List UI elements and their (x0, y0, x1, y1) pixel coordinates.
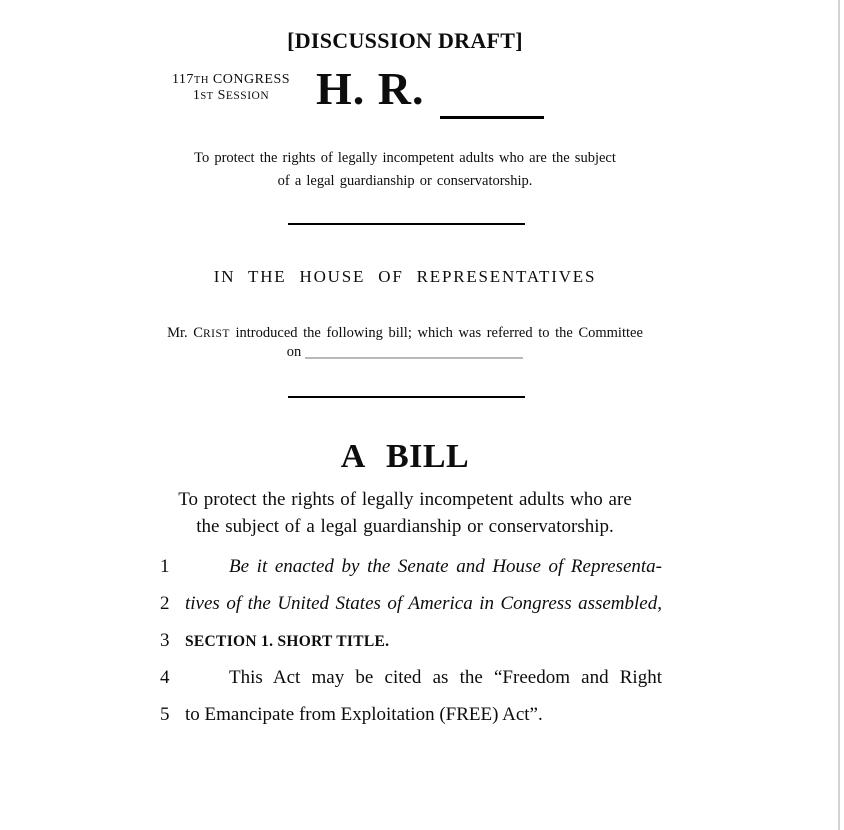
sponsor-action-line (0, 325, 810, 342)
separator-rule-top (288, 223, 525, 225)
official-title-header (0, 147, 810, 192)
sponsor-action-text: introduced the following bill; which was referred to the Committee (229, 325, 643, 341)
measure-title-line-2: the subject of a legal guardianship or conservatorship. (196, 516, 614, 537)
line-text: SECTION 1. SHORT TITLE. (185, 633, 390, 650)
bill-body-line (160, 667, 670, 704)
committee-on-label: on (286, 344, 302, 360)
measure-title-line-1: To protect the rights of legally incompetent adults who are (178, 489, 632, 510)
committee-blank-line (305, 357, 523, 359)
congress-line: 117TH CONGRESS (171, 72, 291, 87)
sponsor-name-prefix: Mr. C (167, 325, 203, 341)
line-number: 1 (160, 556, 170, 577)
bill-body-line (160, 704, 670, 741)
sponsor-name-smallcaps: RIST (202, 328, 230, 340)
session-line: 1ST SESSION (192, 88, 270, 103)
bill-body (160, 556, 670, 741)
official-title-line-1: To protect the rights of legally incompetent adults who are the subject (194, 150, 616, 166)
line-number: 2 (160, 593, 170, 614)
line-number: 3 (160, 630, 170, 651)
committee-referral-line (0, 344, 810, 361)
discussion-draft-banner: [DISCUSSION DRAFT] (287, 28, 523, 53)
line-text: to Emancipate from Exploitation (FREE) Act”. (185, 704, 543, 725)
line-number: 5 (160, 704, 170, 725)
a-bill-heading: A BILL (340, 438, 470, 475)
bill-body-line (160, 593, 670, 630)
chamber-heading: IN THE HOUSE OF REPRESENTATIVES (213, 267, 597, 286)
measure-title (0, 486, 810, 540)
congress-session-block (164, 72, 298, 104)
line-number: 4 (160, 667, 170, 688)
line-text: Be it enacted by the Senate and House of Representa- (229, 556, 662, 577)
official-title-line-2: of a legal guardianship or conservatorship. (277, 172, 533, 189)
line-text: tives of the United States of America in Congress assembled, (185, 593, 662, 614)
bill-number-heading: H. R. (316, 63, 425, 114)
bill-body-section-heading (160, 630, 670, 667)
separator-rule-bottom (288, 396, 525, 398)
line-text: This Act may be cited as the “Freedom and Right (229, 667, 662, 688)
bill-body-line (160, 556, 670, 593)
bill-number-blank-line (440, 116, 544, 119)
page-edge-divider (838, 0, 840, 830)
